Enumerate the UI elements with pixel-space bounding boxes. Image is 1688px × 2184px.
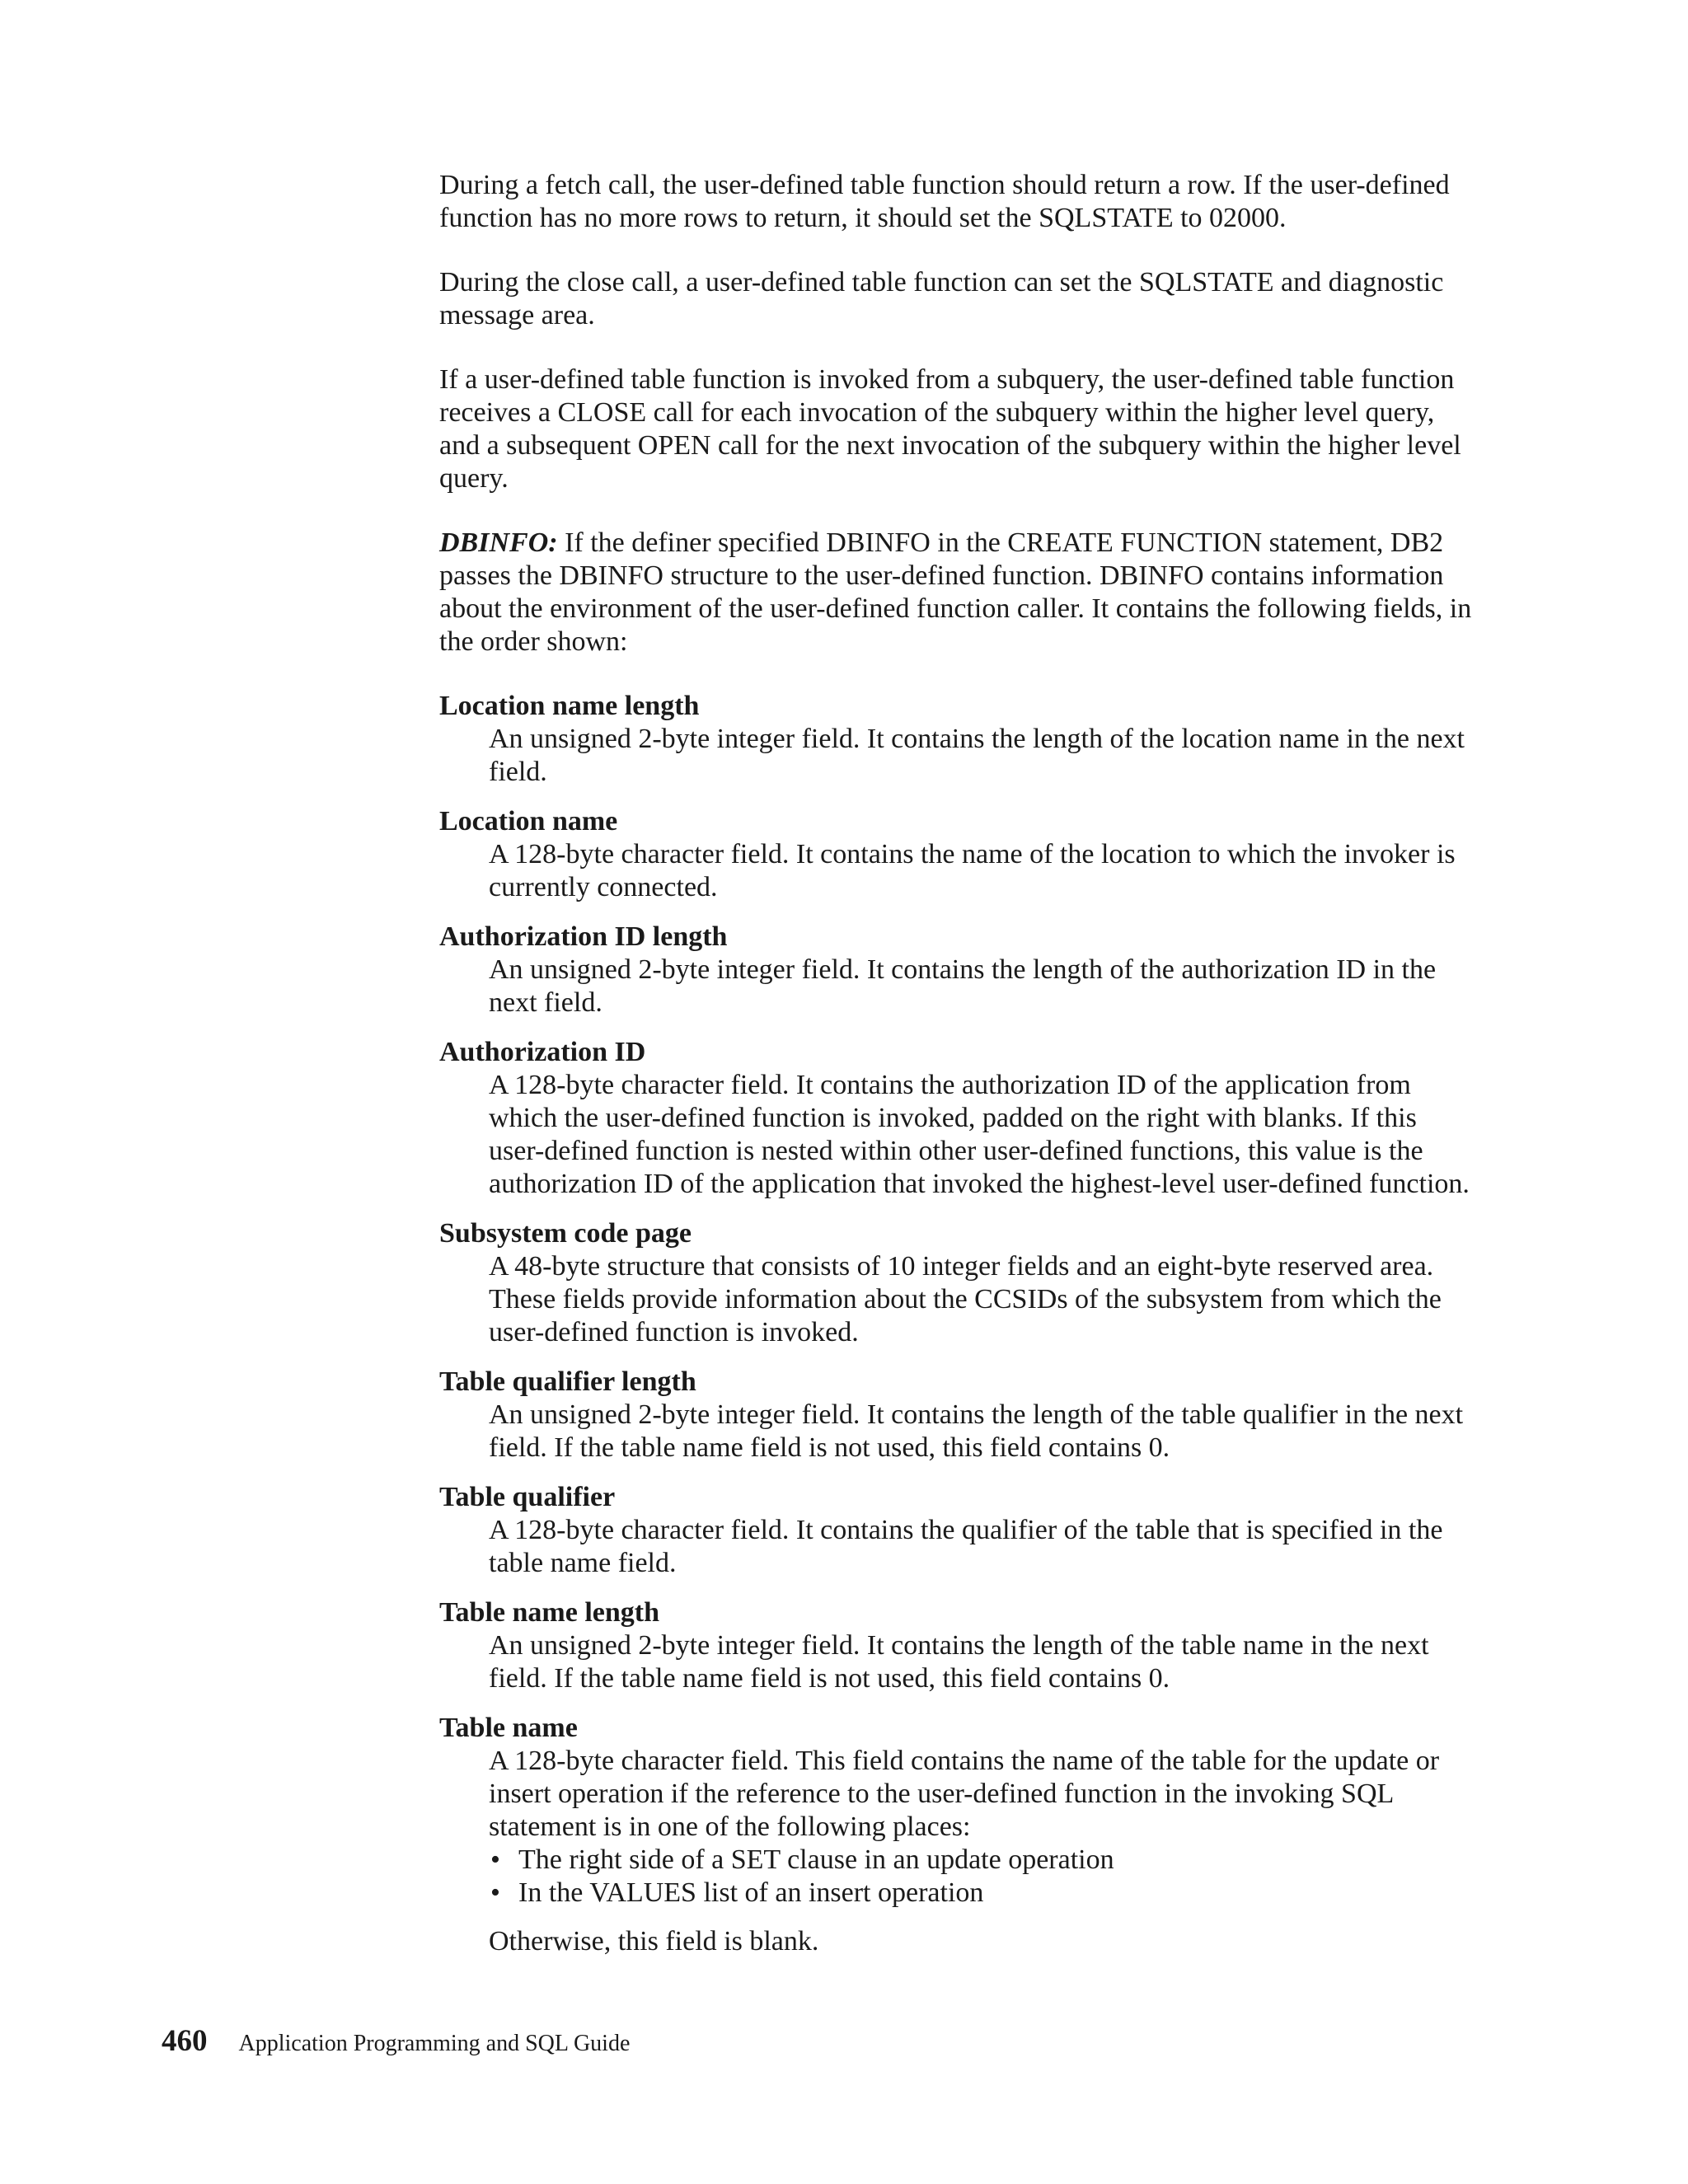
dbinfo-lead-term: DBINFO: (439, 527, 558, 558)
field-term: Table name (439, 1713, 578, 1743)
paragraph-dbinfo (439, 527, 1478, 658)
field-description: An unsigned 2-byte integer field. It contains the length of the authorization ID in the next field. (489, 954, 1437, 1018)
field-description-block (489, 1745, 1478, 1958)
page-body (439, 169, 1478, 1975)
field-description: An unsigned 2-byte integer field. It contains the length of the table qualifier in the next field. If the table name field is not used, this field contains 0. (489, 1399, 1464, 1463)
bullet-item: • In the VALUES list of an insert operation (489, 1877, 1478, 1910)
field-term: Authorization ID length (439, 921, 728, 952)
bullet-item: • The right side of a SET clause in an update operation (489, 1844, 1478, 1877)
page-number: 460 (162, 2024, 208, 2058)
field-term: Table qualifier (439, 1482, 616, 1512)
page-footer (162, 2023, 630, 2059)
field-term: Authorization ID (439, 1037, 646, 1067)
paragraph-close-call: During the close call, a user-defined table function can set the SQLSTATE and diagnostic message area. (439, 267, 1444, 330)
field-description: An unsigned 2-byte integer field. It contains the length of the table name in the next field. If the table name field is not used, this field contains 0. (489, 1630, 1429, 1694)
paragraph-fetch-call: During a fetch call, the user-defined table function should return a row. If the user-defined function has no more rows to return, it should set the SQLSTATE to 02000. (439, 170, 1450, 233)
field-term: Table qualifier length (439, 1366, 696, 1397)
paragraph-subquery: If a user-defined table function is invoked from a subquery, the user-defined table function receives a CLOSE call for each invocation of the subquery within the higher level query, and a subsequent OPEN call for the next invocation of the subquery within the higher level query. (439, 364, 1461, 494)
field-description: A 128-byte character field. It contains the qualifier of the table that is specified in the table name field. (489, 1515, 1443, 1578)
bullet-list (489, 1844, 1478, 1910)
field-description: A 128-byte character field. It contains the name of the location to which the invoker is currently connected. (489, 839, 1456, 902)
dbinfo-intro-text: If the definer specified DBINFO in the CREATE FUNCTION statement, DB2 passes the DBINFO structure to the user-defined function. DBINFO contains information about the environment of the user-defined function caller. It contains the following fields, in the order shown: (439, 527, 1472, 657)
field-term: Location name (439, 806, 618, 837)
field-description: A 128-byte character field. It contains the authorization ID of the application from which the user-defined function is invoked, padded on the right with blanks. If this user-defined function is nested within other user-defined functions, this value is the authorization ID of the application that invoked the highest-level user-defined function. (489, 1070, 1470, 1199)
field-term: Location name length (439, 691, 700, 721)
field-term: Table name length (439, 1597, 660, 1628)
field-description: An unsigned 2-byte integer field. It contains the length of the location name in the next field. (489, 724, 1465, 787)
field-description: A 128-byte character field. This field contains the name of the table for the update or insert operation if the reference to the user-defined function in the invoking SQL statement is in one of the following places: (489, 1746, 1440, 1842)
book-title: Application Programming and SQL Guide (238, 2031, 631, 2056)
dbinfo-field-list (439, 690, 1478, 1958)
field-term: Subsystem code page (439, 1218, 692, 1249)
field-description-note: Otherwise, this field is blank. (489, 1926, 819, 1957)
field-description: A 48-byte structure that consists of 10 integer fields and an eight-byte reserved area. These fields provide information about the CCSIDs of the subsystem from which the user-defined function is invoked. (489, 1251, 1442, 1347)
